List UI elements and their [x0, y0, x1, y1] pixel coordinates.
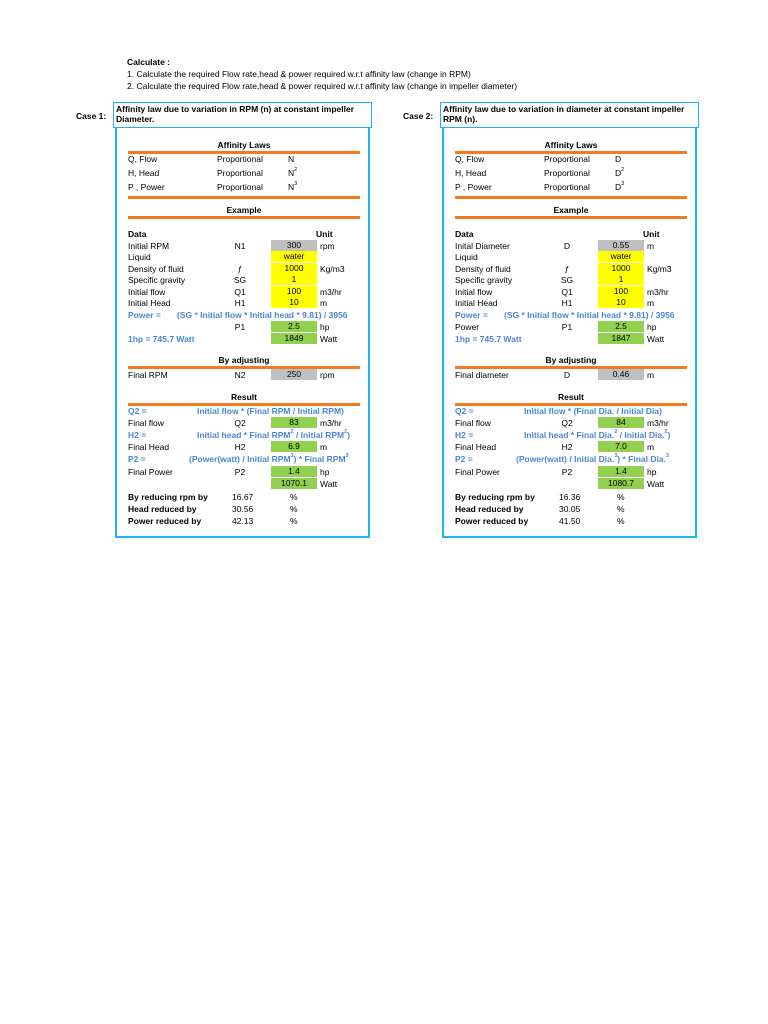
law-name: H, Head	[128, 168, 160, 178]
summary-row: Power reduced by 42.13 %	[128, 516, 298, 526]
case-1-title: Affinity law due to variation in RPM (n) at constant impeller Diameter.	[113, 102, 372, 128]
initial-head-input[interactable]: 10	[598, 297, 644, 308]
case-1-panel	[115, 125, 370, 538]
p1-hp-value: 2.5	[598, 321, 644, 332]
q2-value: 83	[271, 417, 317, 428]
initial-flow-input[interactable]: 100	[598, 286, 644, 297]
affinity-laws-heading: Affinity Laws	[217, 140, 271, 150]
law-row-flow	[117, 153, 374, 165]
p1-watt-row: 1hp = 745.7 Watt Watt	[128, 334, 338, 344]
h2-formula-row: H2 = Initial head * Final Dia.$^2$ / Initial Dia.$^2$)	[455, 429, 671, 440]
q2-formula-row: Q2 = Initial flow * (Final RPM / Initial RPM)	[128, 406, 344, 416]
data-header-row	[117, 228, 374, 240]
initial-rpm-input[interactable]: 300	[271, 240, 317, 251]
section-rule	[128, 216, 360, 219]
p2-watt-row: Watt	[320, 479, 338, 489]
h2-formula-row: H2 = Initial head * Final RPM$^2$ / Initial RPM$^2$)	[128, 429, 351, 440]
data-row: Initial Head H1 m	[128, 298, 328, 308]
case-2-title: Affinity law due to variation in diameter at constant impeller RPM (n).	[440, 102, 699, 128]
adjust-row: Final RPM N2 rpm	[128, 370, 335, 380]
p2-formula-row: P2 = (Power(watt) / Initial Dia.$^3$) * Final Dia.$^3$	[455, 453, 670, 464]
initial-head-input[interactable]: 10	[271, 297, 317, 308]
p2-watt-value: 1080.7	[598, 478, 644, 489]
result-heading: Result	[231, 392, 257, 402]
q2-formula-row: Q2 = Initial flow * (Final Dia. / Initial Dia)	[455, 406, 662, 416]
task-line-2: 2. Calculate the required Flow rate,head & power required w.r.t affinity law (change in impeller diameter)	[127, 81, 518, 91]
data-row: Liquid	[128, 252, 151, 262]
data-row: Density of fluid ƒ Kg/m3	[455, 264, 672, 274]
law-relation: Proportional	[217, 182, 263, 192]
p2-formula-row: P2 = (Power(watt) / Initial RPM$^3$) * Final RPM$^3$	[128, 453, 349, 464]
initial-flow-input[interactable]: 100	[271, 286, 317, 297]
adjust-row: Final diameter D m	[455, 370, 655, 380]
p1-watt-value: 1849	[271, 333, 317, 344]
law-term: N	[288, 154, 295, 164]
summary-row: By reducing rpm by 16.36 %	[455, 492, 625, 502]
case-2-label: Case 2:	[403, 111, 434, 121]
q2-value: 84	[598, 417, 644, 428]
p1-watt-value: 1847	[598, 333, 644, 344]
data-row: Inital Diameter D m	[455, 241, 655, 251]
law-relation: Proportional	[217, 154, 263, 164]
p2-hp-value: 1.4	[598, 466, 644, 477]
data-row: Initial RPM N1 rpm	[128, 241, 335, 251]
power-formula-row: Power = (SG * Initial flow * Initial head * 9.81) / 3956	[455, 310, 675, 320]
p2-row: Final Power P2 hp	[128, 467, 330, 477]
p1-row: Power P1 hp	[455, 322, 657, 332]
power-formula-row: Power = (SG * Initial flow * Initial head * 9.81) / 3956	[128, 310, 348, 320]
density-input[interactable]: 1000	[598, 263, 644, 274]
density-input[interactable]: 1000	[271, 263, 317, 274]
h2-row: Final Head H2 m	[128, 442, 328, 452]
summary-row: Power reduced by 41.50 %	[455, 516, 625, 526]
p2-watt-value: 1070.1	[271, 478, 317, 489]
law-row-flow: Q, Flow Proportional D	[455, 154, 622, 164]
p2-row: Final Power P2 hp	[455, 467, 657, 477]
case-2-panel	[442, 125, 697, 538]
p2-watt-row: Watt	[647, 479, 665, 489]
data-header-row: Data Unit	[455, 229, 660, 239]
summary-row: By reducing rpm by 16.67 %	[128, 492, 298, 502]
q2-row: Final flow Q2 m3/hr	[455, 418, 669, 428]
example-heading: Example	[226, 205, 262, 215]
law-term: $N^2$	[288, 167, 298, 178]
initial-diameter-input[interactable]: 0.55	[598, 240, 644, 251]
law-name: P , Power	[128, 182, 165, 192]
summary-row: Head reduced by 30.56 %	[128, 504, 298, 514]
law-name: Q, Flow	[128, 154, 158, 164]
law-row-head	[117, 167, 374, 179]
data-row: Density of fluid ƒ Kg/m3	[128, 264, 345, 274]
affinity-laws-heading: Affinity Laws	[544, 140, 598, 150]
task-line-1: 1. Calculate the required Flow rate,head & power required w.r.t affinity law (change in RPM)	[127, 69, 471, 79]
section-rule	[455, 216, 687, 219]
data-row: Specific gravity SG	[455, 275, 574, 285]
section-rule	[128, 196, 360, 199]
liquid-input[interactable]: water	[598, 251, 644, 262]
section-rule	[455, 196, 687, 199]
specific-gravity-input[interactable]: 1	[271, 274, 317, 285]
data-row: Initial Head H1 m	[455, 298, 655, 308]
specific-gravity-input[interactable]: 1	[598, 274, 644, 285]
final-rpm-input[interactable]: 250	[271, 369, 317, 380]
p1-row: P1 hp	[234, 322, 330, 332]
q2-row: Final flow Q2 m3/hr	[128, 418, 342, 428]
summary-row: Head reduced by 30.05 %	[455, 504, 625, 514]
unit-label: Unit	[316, 229, 333, 239]
p1-watt-row: 1hp = 745.7 Watt Watt	[455, 334, 665, 344]
calculate-heading: Calculate :	[127, 57, 170, 67]
data-row: Initial flow Q1 m3/hr	[128, 287, 342, 297]
data-row: Initial flow Q1 m3/hr	[455, 287, 669, 297]
liquid-input[interactable]: water	[271, 251, 317, 262]
law-row-head: H, Head Proportional $D^2$	[455, 167, 625, 178]
p1-hp-value: 2.5	[271, 321, 317, 332]
data-row: Specific gravity SG	[128, 275, 247, 285]
law-row-power: P , Power Proportional $D^3$	[455, 181, 625, 192]
h2-row: Final Head H2 m	[455, 442, 655, 452]
law-row-power	[117, 181, 374, 193]
result-heading: Result	[558, 392, 584, 402]
law-relation: Proportional	[217, 168, 263, 178]
h2-value: 7.0	[598, 441, 644, 452]
final-diameter-input[interactable]: 0.46	[598, 369, 644, 380]
adjusting-heading: By adjusting	[218, 355, 270, 365]
data-row: Liquid	[455, 252, 478, 262]
law-term: $N^3$	[288, 181, 298, 192]
example-heading: Example	[553, 205, 589, 215]
h2-value: 6.9	[271, 441, 317, 452]
case-1-label: Case 1:	[76, 111, 107, 121]
p2-hp-value: 1.4	[271, 466, 317, 477]
data-label: Data	[128, 229, 147, 239]
adjusting-heading: By adjusting	[545, 355, 597, 365]
